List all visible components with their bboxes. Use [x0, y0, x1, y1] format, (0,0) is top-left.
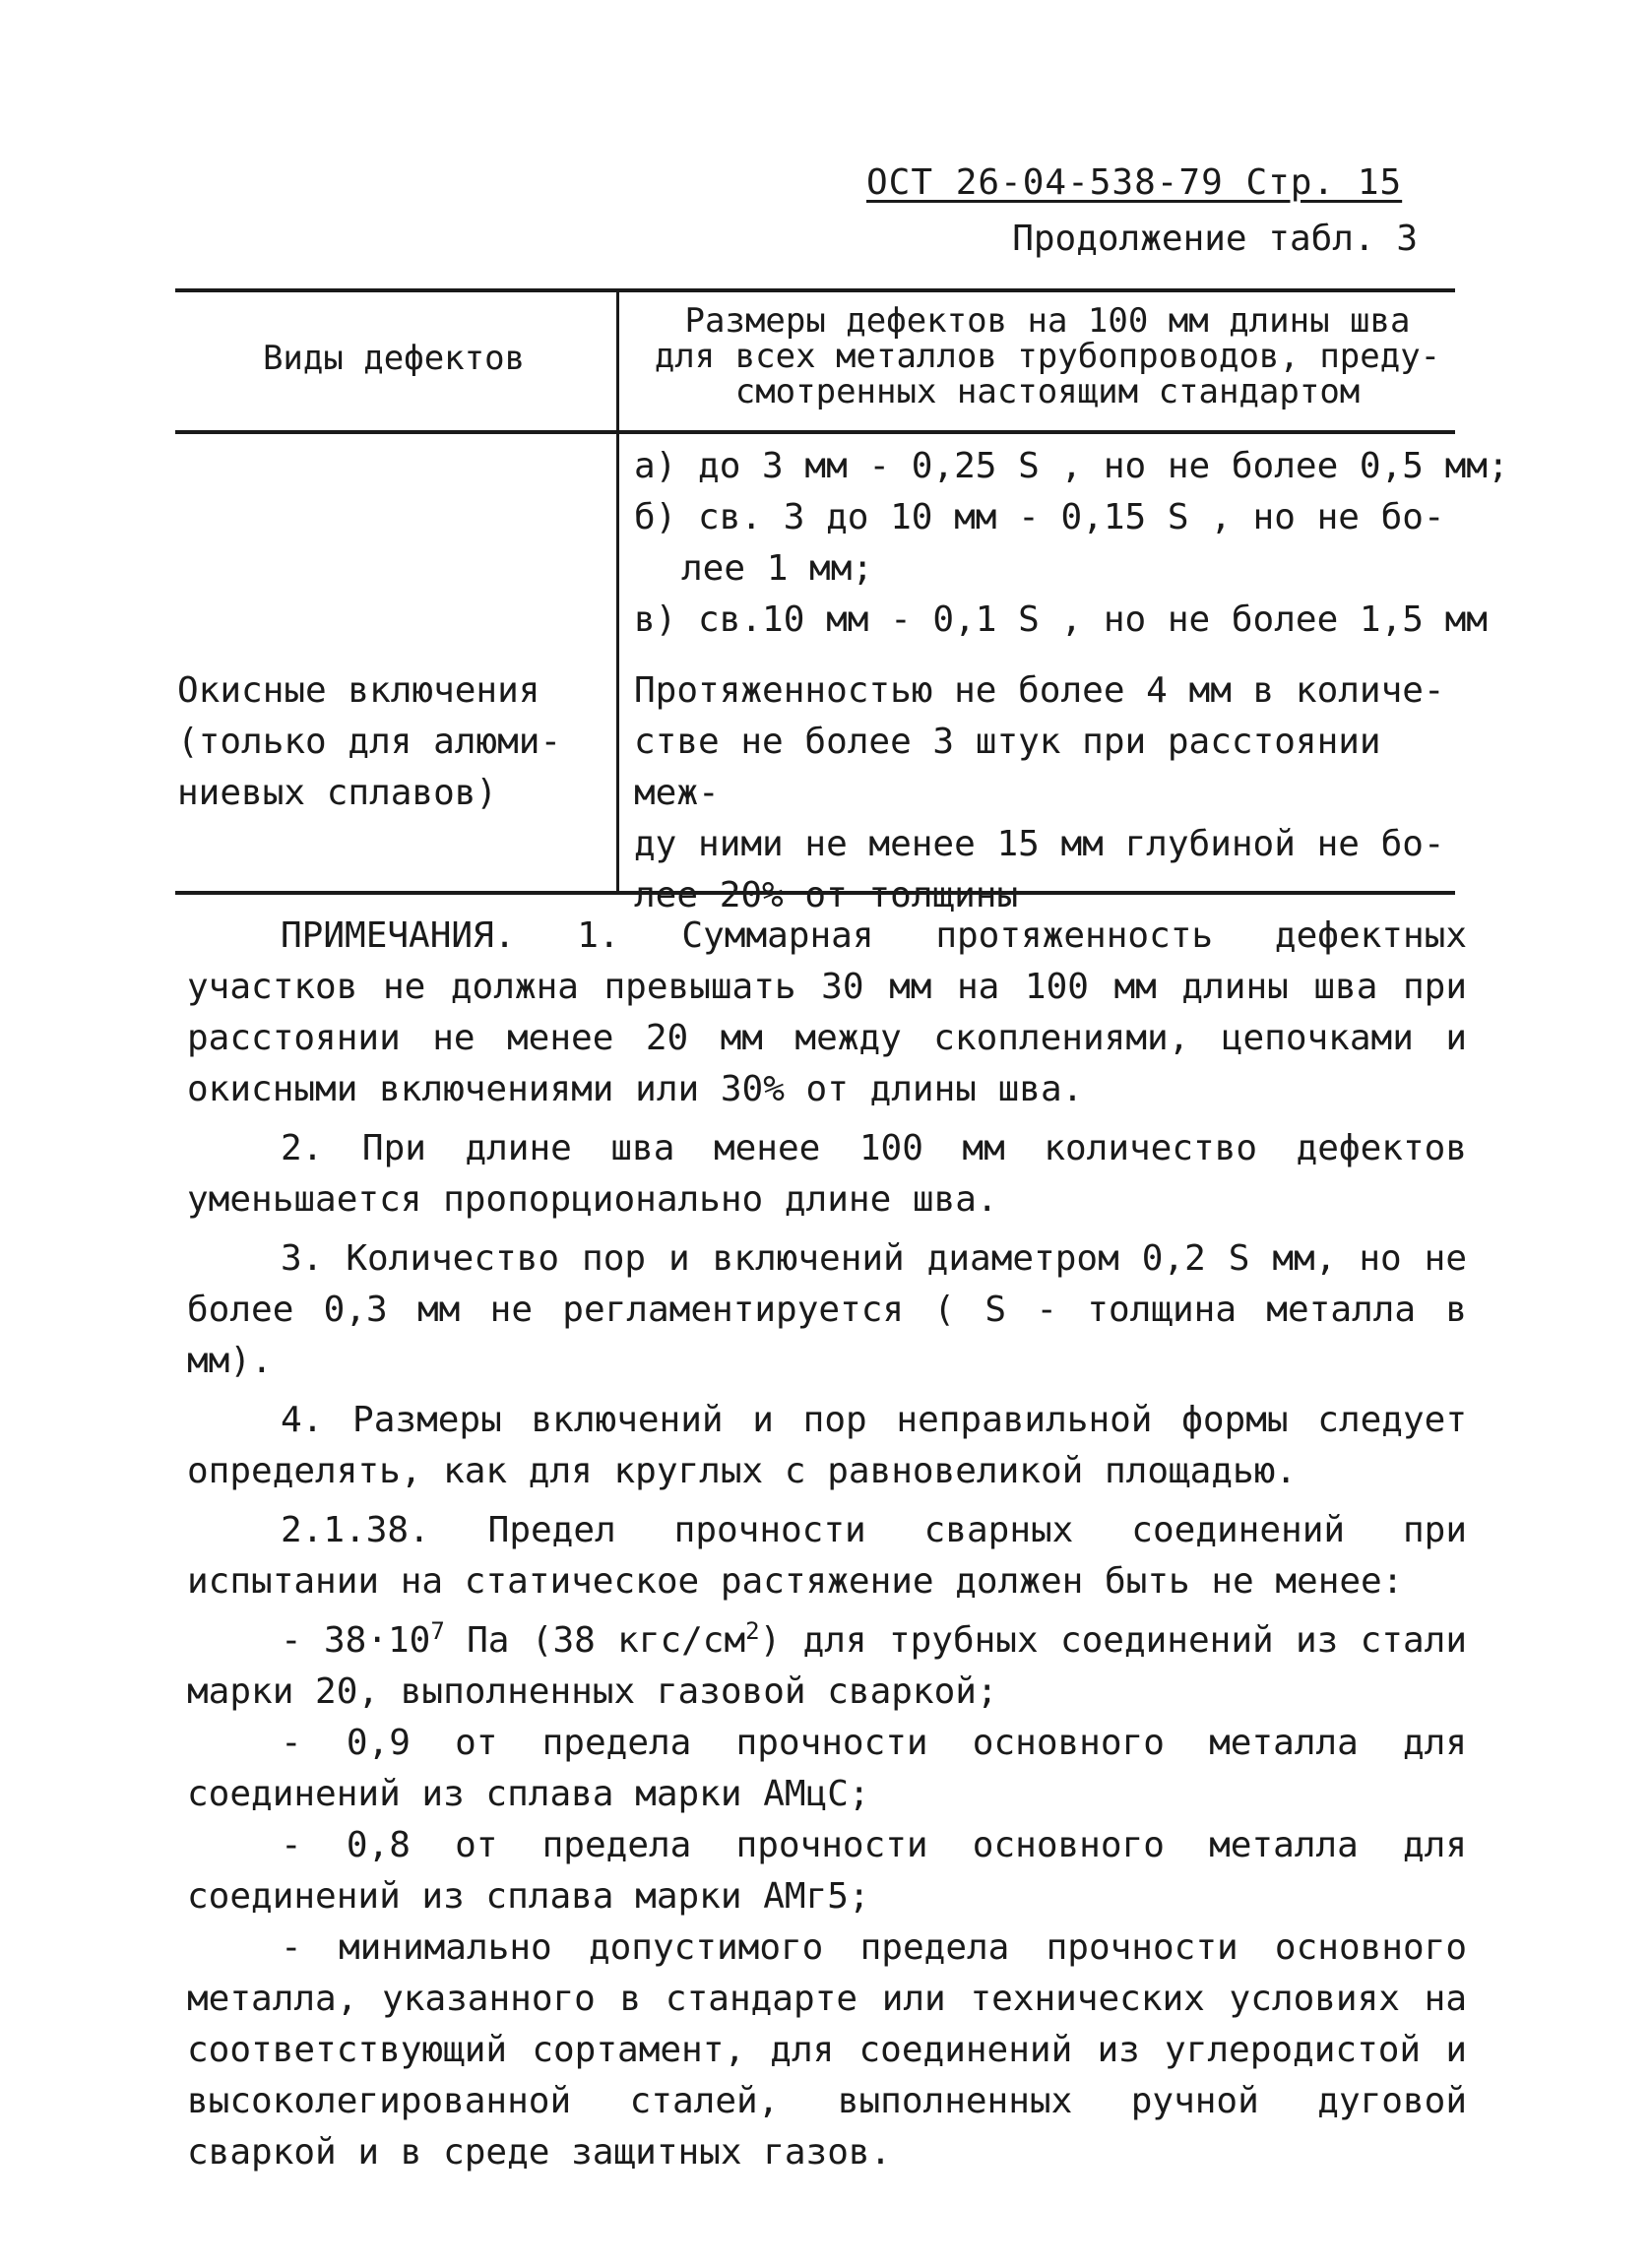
exponent: 2 — [745, 1617, 760, 1645]
table-top-rule — [175, 288, 1455, 292]
size-limit-b: б) св. 3 до 10 мм - 0,15 S , но не бо- — [634, 497, 1445, 537]
clause-item-1-post: ) для трубных соединений из стали марки 20, выполненных газовой сваркой; — [187, 1620, 1468, 1712]
clause-2-1-38: 2.1.38. Предел прочности сварных соединений при испытании на статическое растяжение должен быть не менее: — [187, 1510, 1467, 1602]
size-limit-a: а) до 3 мм - 0,25 S , но не более 0,5 мм; — [634, 446, 1509, 486]
oxide-inclusions-limits — [634, 665, 1481, 921]
exponent: 7 — [430, 1617, 445, 1645]
header-line: Размеры дефектов на 100 мм длины шва — [684, 301, 1411, 341]
clause-item-3: - 0,8 от предела прочности основного металла для соединений из сплава марки АМг5; — [187, 1825, 1467, 1917]
clause-item-2: - 0,9 от предела прочности основного металла для соединений из сплава марки АМцС; — [187, 1723, 1467, 1814]
oxide-limit-line: лее 20% от толщины — [634, 875, 1019, 915]
note-1: ПРИМЕЧАНИЯ. 1. Суммарная протяженность дефектных участков не должна превышать 30 мм на 100 мм длины шва при расстоянии не менее 20 мм между скоплениями, цепочками и окисными включениями или 30% от длины шва. — [187, 915, 1467, 1109]
table-header-rule — [175, 430, 1455, 434]
oxide-label-line: Окисные включения — [177, 670, 540, 711]
clause-item-1-pre: - 38·10 — [281, 1620, 431, 1661]
oxide-inclusions-label — [177, 665, 610, 819]
clause-item-1 — [187, 1615, 1467, 1718]
table-column-divider — [616, 290, 619, 893]
size-limits-cell — [634, 441, 1520, 646]
document-reference: ОСТ 26-04-538-79 Стр. 15 — [866, 162, 1403, 203]
size-limit-b-cont: лее 1 мм; — [681, 548, 874, 589]
note-4: 4. Размеры включений и пор неправильной формы следует определять, как для круглых с равновеликой площадью. — [187, 1400, 1467, 1491]
header-line: для всех металлов трубопроводов, преду- — [654, 337, 1441, 376]
oxide-limit-line: стве не более 3 штук при расстоянии меж- — [634, 722, 1381, 813]
notes-and-clause — [187, 911, 1467, 2178]
oxide-label-line: ниевых сплавов) — [177, 773, 498, 813]
size-limit-c: в) св.10 мм - 0,1 S , но не более 1,5 мм — [634, 599, 1488, 640]
oxide-limit-line: Протяженностью не более 4 мм в количе- — [634, 670, 1445, 711]
table-continuation-label: Продолжение табл. 3 — [1012, 219, 1418, 259]
clause-item-1-mid: Па (38 кгс/см — [444, 1620, 746, 1661]
oxide-label-line: (только для алюми- — [177, 722, 562, 762]
oxide-limit-line: ду ними не менее 15 мм глубиной не бо- — [634, 824, 1445, 864]
note-3: 3. Количество пор и включений диаметром 0,2 S мм, но не более 0,3 мм не регламентируется ( S - толщина металла в мм). — [187, 1238, 1467, 1381]
table-header-defect-types: Виды дефектов — [262, 339, 526, 378]
header-line: смотренных настоящим стандартом — [734, 372, 1361, 411]
clause-item-4: - минимально допустимого предела прочности основного металла, указанного в стандарте или технических условиях на соответствующий сортамент, для соединений из углеродистой и высоколегированной сталей, выполненных ручной дуговой сваркой и в среде защитных газов. — [187, 1927, 1467, 2173]
note-2: 2. При длине шва менее 100 мм количество дефектов уменьшается пропорционально длине шва. — [187, 1128, 1467, 1220]
table-header-defect-sizes — [634, 303, 1461, 410]
